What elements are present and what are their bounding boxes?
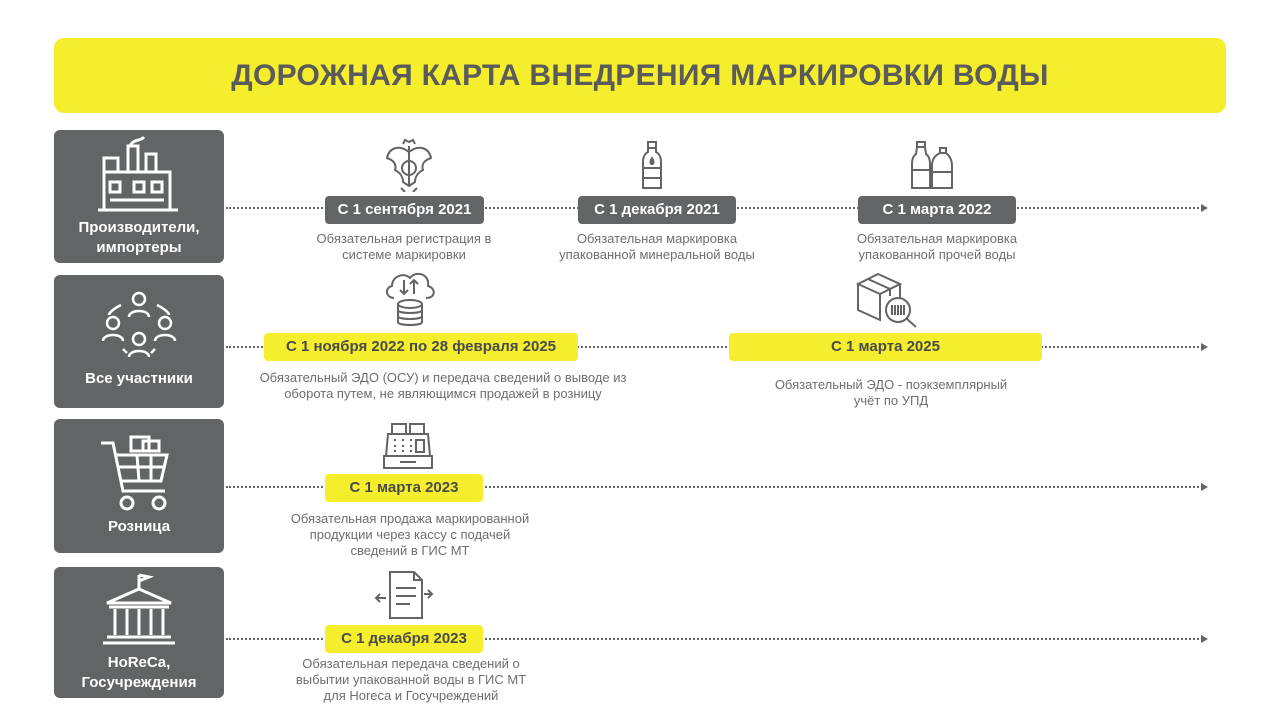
milestone-description: Обязательная передача сведений о выбытии упакованной воды в ГИС МТ для Horeca и Госучреждений [295, 656, 527, 703]
milestone-description: Обязательная маркировка упакованной минеральной воды [559, 231, 755, 262]
people-network-icon [99, 287, 179, 359]
milestone-description: Обязательная маркировка упакованной прочей воды [856, 231, 1018, 262]
shopping-cart-icon [99, 435, 179, 513]
category-label: Розница [107, 518, 171, 535]
category-retail [54, 419, 224, 553]
milestone-date: С 1 декабря 2023 [325, 625, 483, 653]
milestone-description: Обязательный ЭДО - поэкземплярный учёт по УПД [774, 377, 1008, 408]
milestone-date: С 1 ноября 2022 по 28 февраля 2025 [264, 333, 578, 361]
water-bottle-icon [640, 140, 664, 192]
category-all-participants [54, 275, 224, 408]
category-label: Все участники [85, 370, 193, 387]
milestone-date: С 1 сентября 2021 [325, 196, 484, 224]
bottles-icon [910, 140, 954, 190]
milestone-date: С 1 марта 2023 [325, 474, 483, 502]
milestone-date: С 1 марта 2022 [858, 196, 1016, 224]
box-scan-icon [854, 270, 918, 328]
category-label: Производители, импортеры [78, 219, 200, 256]
milestone-description: Обязательная регистрация в системе маркировки [316, 231, 492, 262]
factory-icon [94, 136, 184, 216]
cloud-database-icon [382, 268, 438, 328]
milestone-description: Обязательный ЭДО (ОСУ) и передача сведений о выводе из оборота путем, не являющимся продажей в розницу [259, 370, 627, 401]
milestone-date: С 1 декабря 2021 [578, 196, 736, 224]
milestone-date: С 1 марта 2025 [729, 333, 1042, 361]
page-title: ДОРОЖНАЯ КАРТА ВНЕДРЕНИЯ МАРКИРОВКИ ВОДЫ [231, 58, 1049, 92]
title-banner [54, 38, 1226, 113]
government-building-icon [99, 573, 179, 649]
category-horeca-government [54, 567, 224, 698]
document-exchange-icon [374, 570, 434, 622]
cash-register-icon [382, 422, 434, 470]
category-label: HoReCa, Госучреждения [81, 654, 197, 691]
category-producers [54, 130, 224, 263]
milestone-description: Обязательная продажа маркированной продукции через кассу с подачей сведений в ГИС МТ [290, 511, 530, 558]
coat-of-arms-icon [383, 138, 435, 192]
